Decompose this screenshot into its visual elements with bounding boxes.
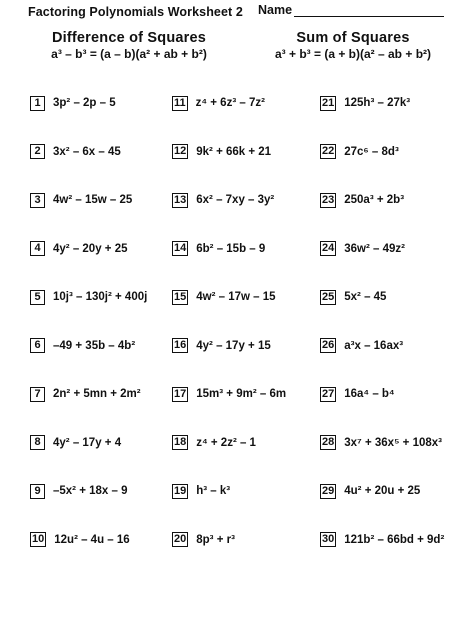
problem-expression: 4w² – 15w – 25 [53, 194, 133, 206]
problem-number: 4 [30, 241, 45, 256]
problem-item [30, 137, 172, 167]
problem-number: 1 [30, 96, 45, 111]
problem-expression: 4u² + 20u + 25 [344, 485, 421, 497]
problem-item [30, 282, 172, 312]
problem-item [320, 428, 470, 458]
problem-number: 14 [174, 242, 187, 254]
problem-expression: 3p² – 2p – 5 [53, 97, 116, 109]
worksheet-header [28, 3, 464, 23]
problem-item [320, 234, 470, 264]
problem-number: 8 [30, 435, 45, 450]
problem-expression: 5x² – 45 [344, 291, 387, 303]
problem-item [30, 476, 172, 506]
problem-expression: 4y² – 20y + 25 [53, 242, 128, 255]
problem-number: 23 [322, 193, 335, 206]
problem-number: 21 [322, 96, 335, 109]
problem-number: 25 [322, 290, 335, 303]
problem-item [320, 525, 470, 555]
problem-expression: 125h³ – 27k³ [344, 97, 411, 109]
problem-expression: 12u² – 4u – 16 [54, 533, 130, 546]
problem-item [172, 234, 320, 264]
problem-item [172, 476, 320, 506]
problem-number: 16 [174, 339, 187, 351]
problem-grid [30, 88, 470, 573]
problem-expression: 250a³ + 2b³ [344, 194, 405, 206]
name-field [258, 3, 444, 17]
problem-number: 28 [322, 436, 335, 448]
problem-expression: 4w² – 17w – 15 [196, 291, 276, 303]
problem-number: 30 [322, 533, 335, 545]
problem-number: 12 [174, 145, 187, 157]
problem-number: 2 [30, 144, 45, 159]
problem-expression: 16a⁴ – b⁴ [344, 388, 395, 400]
problem-item [320, 476, 470, 506]
problem-expression: –5x² + 18x – 9 [53, 485, 128, 497]
problem-expression: 36w² – 49z² [344, 242, 405, 255]
problem-item [30, 88, 172, 118]
problem-number: 24 [322, 242, 335, 254]
problem-item [30, 379, 172, 409]
sum-formula-expression: a³ + b³ = (a + b)(a² – ab + b²) [274, 47, 432, 61]
problem-expression: 3x⁷ + 36x⁵ + 108x³ [344, 436, 442, 449]
problem-item [320, 88, 470, 118]
problem-number: 26 [322, 339, 335, 351]
problem-expression: 4y² – 17y + 4 [53, 436, 122, 449]
problem-number: 19 [174, 484, 187, 497]
problem-expression: 2n² + 5mn + 2m² [53, 388, 141, 400]
worksheet-title: Factoring Polynomials Worksheet 2 [28, 5, 243, 19]
sum-formula-title: Sum of Squares [296, 30, 410, 46]
problem-item [172, 185, 320, 215]
problem-item [172, 88, 320, 118]
name-label: Name [258, 3, 293, 17]
problem-number: 29 [322, 484, 335, 497]
problem-number: 13 [174, 193, 187, 206]
problem-item [320, 282, 470, 312]
difference-formula-title: Difference of Squares [51, 30, 207, 46]
problem-number: 10 [32, 533, 45, 545]
problem-number: 5 [30, 290, 45, 305]
problem-item [30, 331, 172, 361]
problem-expression: 121b² – 66bd + 9d² [344, 533, 445, 546]
problem-item [320, 137, 470, 167]
problem-expression: 27c⁶ – 8d³ [344, 145, 399, 158]
problem-expression: z⁴ + 6z³ – 7z² [195, 97, 265, 109]
problem-item [30, 185, 172, 215]
name-blank-line [294, 6, 444, 17]
problem-expression: 10j³ – 130j² + 400j [53, 291, 148, 303]
problem-expression: 9k² + 66k + 21 [196, 145, 272, 158]
problem-item [172, 282, 320, 312]
problem-item [320, 331, 470, 361]
problem-expression: h³ – k³ [196, 485, 231, 497]
problem-number: 22 [322, 145, 335, 157]
problem-number: 27 [322, 387, 335, 400]
problem-number: 17 [174, 387, 187, 400]
problem-expression: 3x² – 6x – 45 [53, 145, 121, 158]
problem-item [172, 331, 320, 361]
problem-expression: 6b² – 15b – 9 [196, 242, 266, 255]
problem-item [172, 137, 320, 167]
problem-item [30, 525, 172, 555]
difference-formula-block [24, 30, 234, 61]
problem-item [172, 525, 320, 555]
problem-item [172, 379, 320, 409]
problem-expression: 8p³ + r³ [196, 533, 235, 546]
problem-number: 18 [174, 436, 187, 448]
problem-number: 11 [174, 96, 186, 109]
problem-number: 9 [30, 484, 45, 499]
problem-number: 7 [30, 387, 45, 402]
difference-formula-expression: a³ – b³ = (a – b)(a² + ab + b²) [51, 47, 207, 61]
problem-number: 20 [174, 533, 187, 545]
problem-item [30, 234, 172, 264]
problem-number: 6 [30, 338, 45, 353]
problem-expression: a³x – 16ax³ [344, 339, 404, 352]
problem-expression: 6x² – 7xy – 3y² [196, 194, 275, 206]
problem-item [30, 428, 172, 458]
problem-expression: 15m³ + 9m² – 6m [196, 388, 287, 400]
problem-expression: z⁴ + 2z² – 1 [196, 436, 256, 449]
problem-number: 3 [30, 193, 45, 208]
problem-item [320, 379, 470, 409]
problem-item [172, 428, 320, 458]
sum-formula-block [248, 30, 458, 61]
problem-number: 15 [174, 290, 187, 303]
problem-expression: 4y² – 17y + 15 [196, 339, 271, 352]
problem-item [320, 185, 470, 215]
problem-expression: –49 + 35b – 4b² [53, 339, 136, 352]
